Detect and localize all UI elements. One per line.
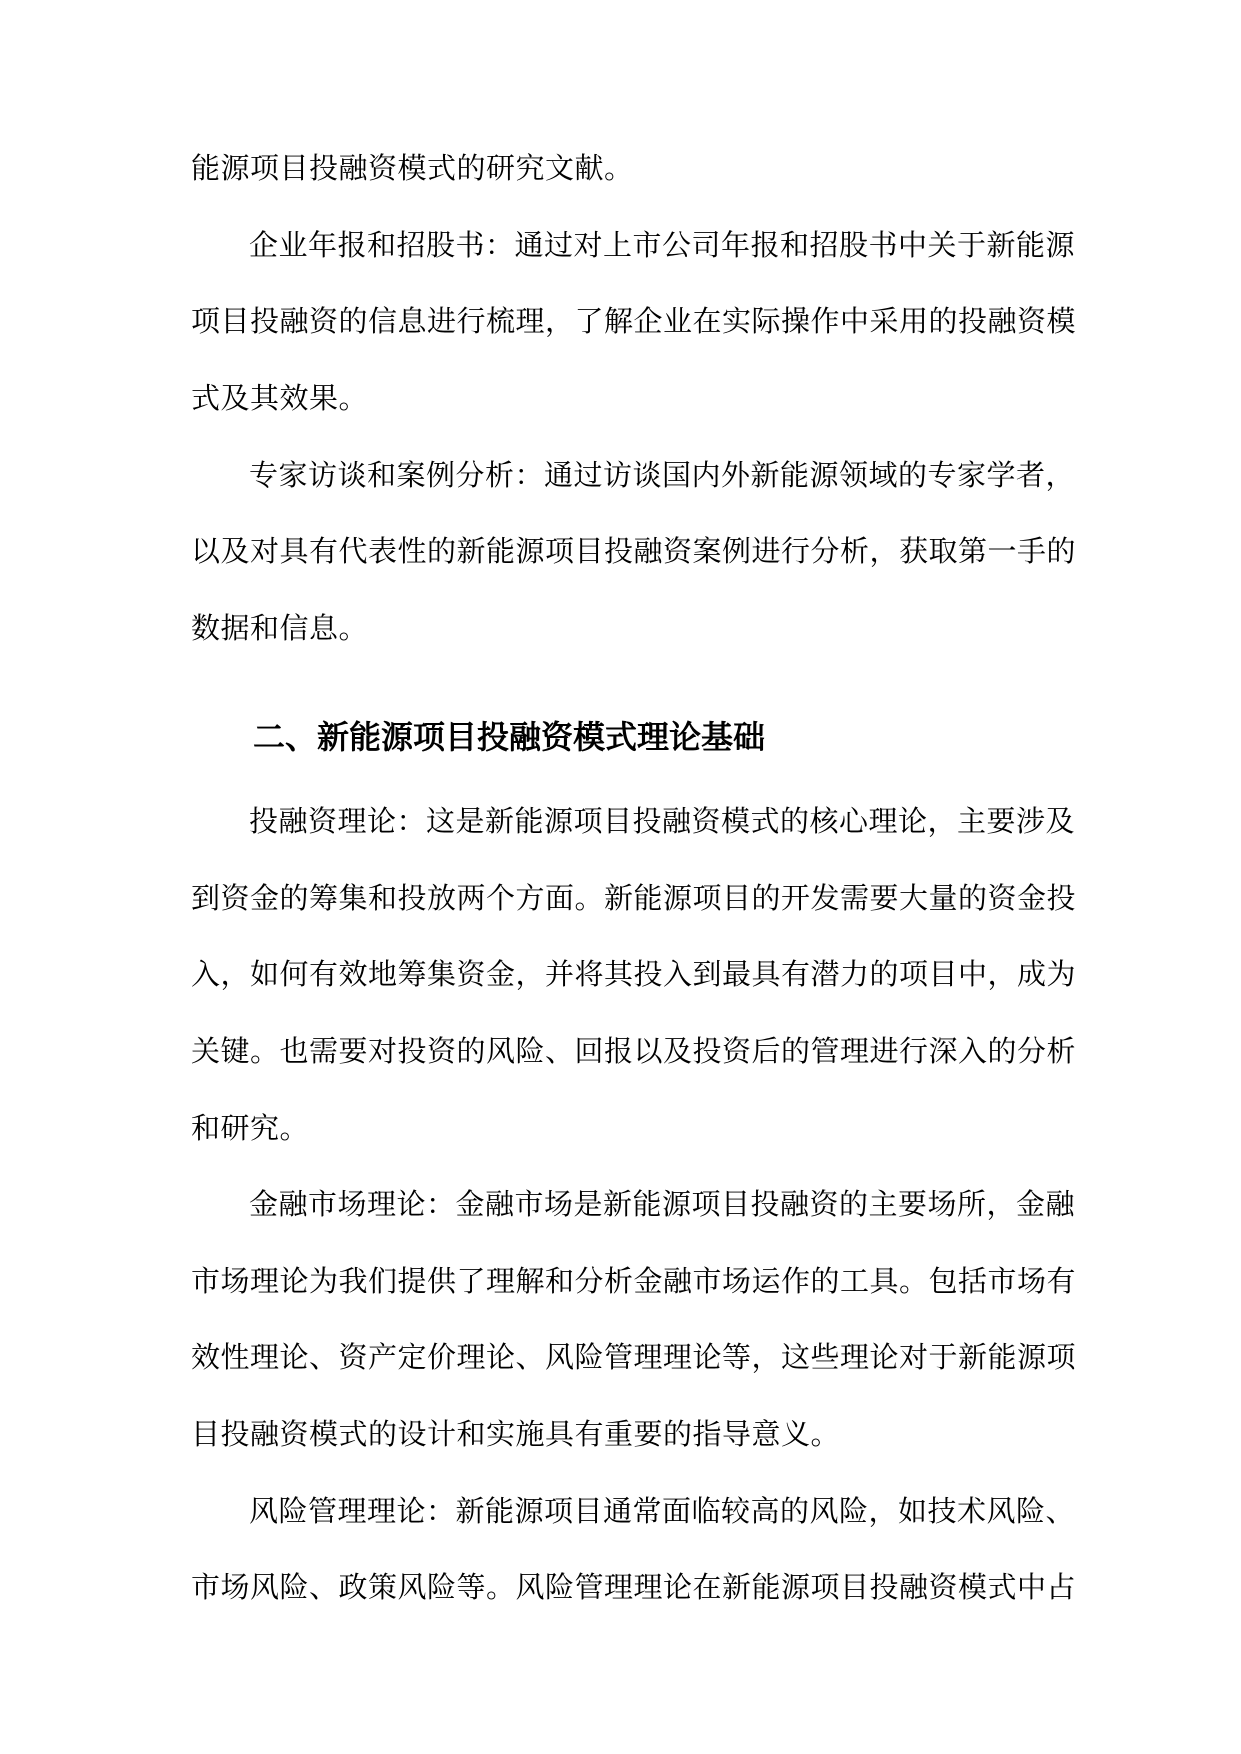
paragraph-line: 入，如何有效地筹集资金，并将其投入到最具有潜力的项目中，成为 <box>191 957 1077 991</box>
paragraph-line: 风险管理理论：新能源项目通常面临较高的风险，如技术风险、 <box>249 1494 1076 1528</box>
paragraph-line: 企业年报和招股书：通过对上市公司年报和招股书中关于新能源 <box>249 228 1076 262</box>
paragraph-line: 和研究。 <box>191 1111 310 1145</box>
paragraph-line: 市场理论为我们提供了理解和分析金融市场运作的工具。包括市场有 <box>191 1264 1077 1298</box>
section-heading: 二、新能源项目投融资模式理论基础 <box>253 718 766 756</box>
paragraph-line: 目投融资模式的设计和实施具有重要的指导意义。 <box>191 1417 841 1451</box>
paragraph-line: 效性理论、资产定价理论、风险管理理论等，这些理论对于新能源项 <box>191 1340 1077 1374</box>
paragraph-line: 金融市场理论：金融市场是新能源项目投融资的主要场所，金融 <box>249 1187 1076 1221</box>
paragraph-line: 投融资理论：这是新能源项目投融资模式的核心理论，主要涉及 <box>249 804 1076 838</box>
paragraph-line: 专家访谈和案例分析：通过访谈国内外新能源领域的专家学者， <box>249 458 1076 492</box>
paragraph-line: 市场风险、政策风险等。风险管理理论在新能源项目投融资模式中占 <box>191 1570 1077 1604</box>
paragraph-line: 项目投融资的信息进行梳理，了解企业在实际操作中采用的投融资模 <box>191 304 1077 338</box>
paragraph-line: 关键。也需要对投资的风险、回报以及投资后的管理进行深入的分析 <box>191 1034 1077 1068</box>
paragraph-line: 能源项目投融资模式的研究文献。 <box>191 151 634 185</box>
paragraph-line: 数据和信息。 <box>191 611 369 645</box>
paragraph-line: 式及其效果。 <box>191 381 369 415</box>
paragraph-line: 到资金的筹集和投放两个方面。新能源项目的开发需要大量的资金投 <box>191 881 1077 915</box>
paragraph-line: 以及对具有代表性的新能源项目投融资案例进行分析，获取第一手的 <box>191 534 1077 568</box>
